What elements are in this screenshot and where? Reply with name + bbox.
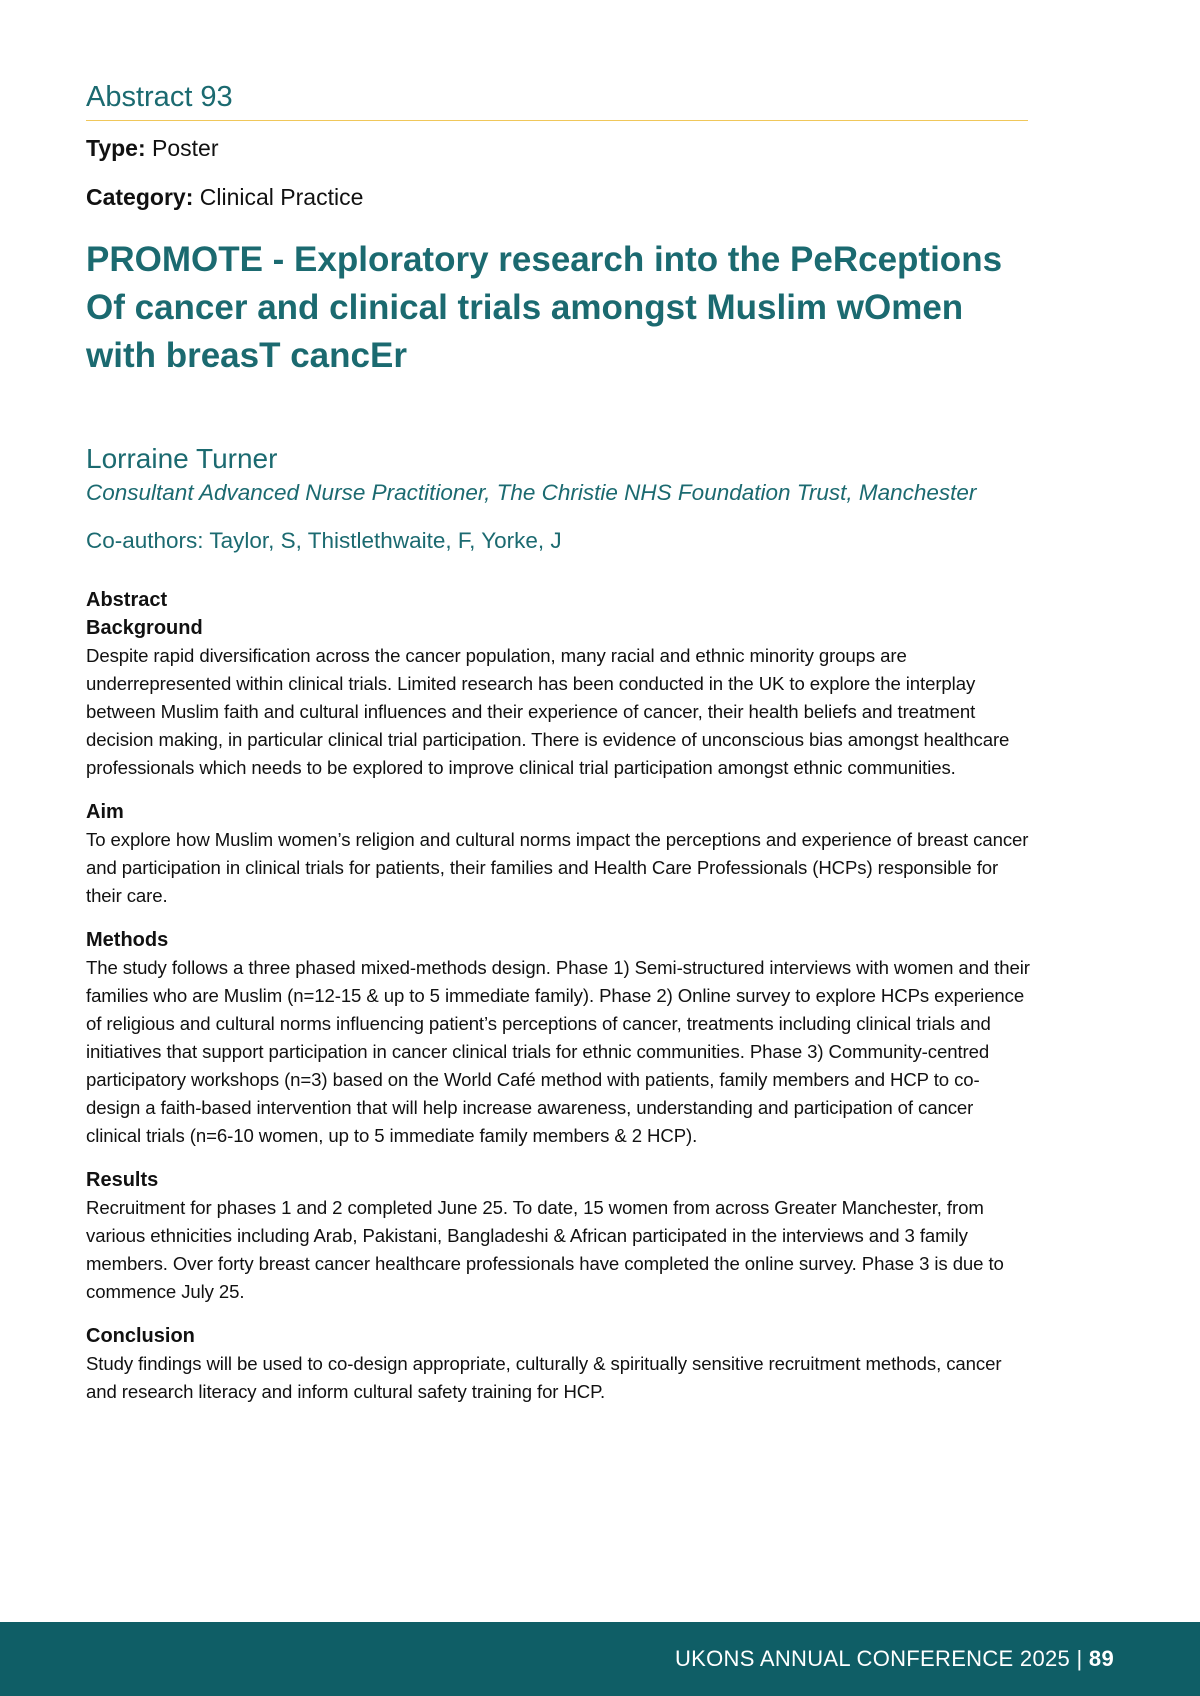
conclusion-section xyxy=(86,1322,1030,1406)
conclusion-text: Study findings will be used to co-design appropriate, culturally & spiritually sensitive recruitment methods, cancer and research literacy and inform cultural safety training for HCP. xyxy=(86,1353,1002,1402)
author-affiliation: Consultant Advanced Nurse Practitioner, The Christie NHS Foundation Trust, Manchester xyxy=(86,480,977,505)
footer-text xyxy=(675,1644,1114,1674)
footer-separator: | xyxy=(1070,1646,1089,1671)
background-heading: Background xyxy=(86,617,203,639)
category-label: Category: xyxy=(86,184,194,210)
background-section xyxy=(86,614,1030,782)
type-value: Poster xyxy=(152,135,219,161)
footer-page-number: 89 xyxy=(1088,1646,1114,1671)
aim-text: To explore how Muslim women’s religion and cultural norms impact the perceptions and experience of breast cancer and participation in clinical trials for patients, their families and Health Care Professionals (HCPs) responsible for their care. xyxy=(86,829,1029,906)
conclusion-heading: Conclusion xyxy=(86,1325,195,1347)
abstract-title: PROMOTE - Exploratory research into the PeRceptions Of cancer and clinical trials amongst Muslim wOmen with breasT cancEr xyxy=(86,240,1003,375)
abstract-body xyxy=(86,586,1030,1406)
methods-heading: Methods xyxy=(86,929,169,951)
category-value: Clinical Practice xyxy=(199,184,364,210)
results-heading: Results xyxy=(86,1169,159,1191)
abstract-heading: Abstract xyxy=(86,589,168,611)
background-text: Despite rapid diversification across the cancer population, many racial and ethnic minority groups are underrepresented within clinical trials. Limited research has been conducted in the UK to explore the interplay between Muslim faith and cultural influences and their experience of cancer, their health beliefs and treatment decision making, in particular clinical trial participation. There is evidence of unconscious bias amongst healthcare professionals which needs to be explored to improve clinical trial participation amongst ethnic communities. xyxy=(86,645,1010,778)
results-section xyxy=(86,1166,1030,1306)
coauthors: Co-authors: Taylor, S, Thistlethwaite, F, Yorke, J xyxy=(86,528,562,553)
methods-text: The study follows a three phased mixed-methods design. Phase 1) Semi-structured interviews with women and their families who are Muslim (n=12-15 & up to 5 immediate family). Phase 2) Online survey to explore HCPs experience of religious and cultural norms influencing patient’s perceptions of cancer, treatments including clinical trials and initiatives that support participation in cancer clinical trials for ethnic communities. Phase 3) Community-centred participatory workshops (n=3) based on the World Café method with patients, family members and HCP to co-design a faith-based intervention that will help increase awareness, understanding and participation of cancer clinical trials (n=6-10 women, up to 5 immediate family members & 2 HCP). xyxy=(86,957,1030,1146)
page-footer xyxy=(0,1622,1200,1696)
type-label: Type: xyxy=(86,135,146,161)
aim-section xyxy=(86,798,1030,910)
aim-heading: Aim xyxy=(86,801,124,823)
category-line xyxy=(86,182,1030,212)
results-text: Recruitment for phases 1 and 2 completed June 25. To date, 15 women from across Greater Manchester, from various ethnicities including Arab, Pakistani, Bangladeshi & African participated in the interviews and 3 family members. Over forty breast cancer healthcare professionals have completed the online survey. Phase 3 is due to commence July 25. xyxy=(86,1197,1004,1302)
author-name: Lorraine Turner xyxy=(86,443,278,474)
abstract-page xyxy=(86,78,1030,1406)
footer-conference: UKONS ANNUAL CONFERENCE 2025 xyxy=(674,1646,1071,1671)
abstract-number: Abstract 93 xyxy=(86,78,1028,121)
type-line xyxy=(86,133,1030,163)
methods-section xyxy=(86,926,1030,1150)
